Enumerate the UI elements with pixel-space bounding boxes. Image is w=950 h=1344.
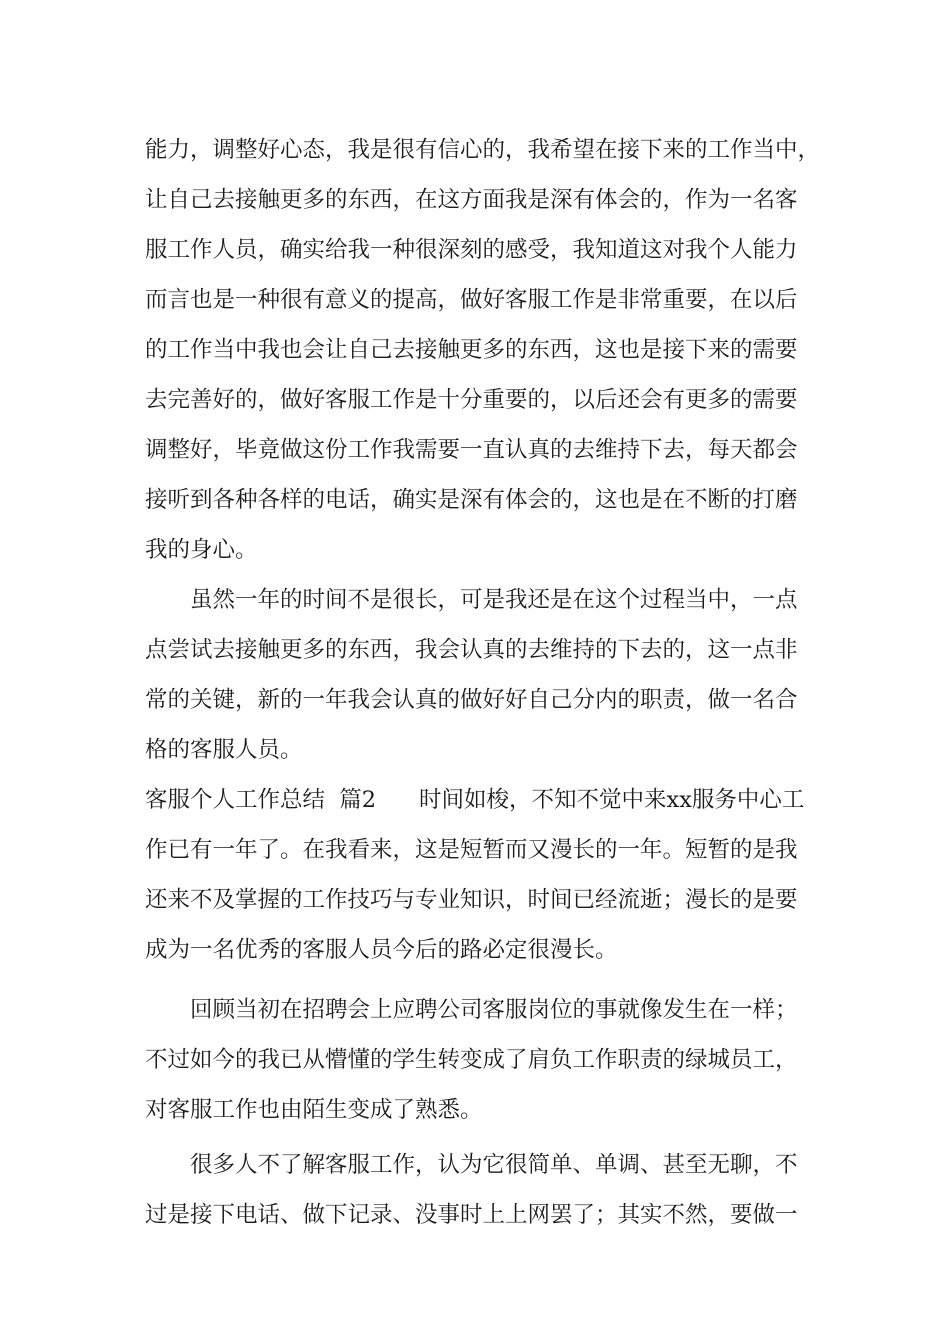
text-line: 去完善好的，做好客服工作是十分重要的，以后还会有更多的需要 [145, 387, 798, 413]
text-line: 还来不及掌握的工作技巧与专业知识，时间已经流逝；漫长的是要 [145, 887, 798, 913]
text-line: 而言也是一种很有意义的提高，做好客服工作是非常重要，在以后 [145, 287, 798, 313]
text-line: 服工作人员，确实给我一种很深刻的感受，我知道这对我个人能力 [145, 237, 798, 263]
paragraph-first-line: 回顾当初在招聘会上应聘公司客服岗位的事就像发生在一样； [190, 997, 798, 1023]
paragraph-first-line: 虽然一年的时间不是很长，可是我还是在这个过程当中，一点 [190, 587, 798, 613]
text-line: 常的关键，新的一年我会认真的做好好自己分内的职责，做一名合 [145, 687, 798, 713]
text-line: 我的身心。 [145, 537, 258, 563]
text-line: 点尝试去接触更多的东西，我会认真的去维持的下去的，这一点非 [145, 637, 798, 663]
section-heading-line: 客服个人工作总结 篇2 时间如梭，不知不觉中来xx服务中心工 [145, 787, 805, 813]
paragraph-first-line: 很多人不了解客服工作，认为它很简单、单调、甚至无聊，不 [190, 1152, 798, 1178]
text-line: 调整好，毕竟做这份工作我需要一直认真的去维持下去，每天都会 [145, 437, 798, 463]
text-line: 的工作当中我也会让自己去接触更多的东西，这也是接下来的需要 [145, 337, 798, 363]
text-line: 让自己去接触更多的东西，在这方面我是深有体会的，作为一名客 [145, 187, 798, 213]
text-line: 作已有一年了。在我看来，这是短暂而又漫长的一年。短暂的是我 [145, 837, 798, 863]
text-line: 成为一名优秀的客服人员今后的路必定很漫长。 [145, 937, 618, 963]
text-line: 能力，调整好心态，我是很有信心的，我希望在接下来的工作当中， [145, 137, 821, 163]
text-line: 接听到各种各样的电话，确实是深有体会的，这也是在不断的打磨 [145, 487, 798, 513]
text-line: 过是接下电话、做下记录、没事时上上网罢了；其实不然，要做一 [145, 1202, 798, 1228]
text-line: 格的客服人员。 [145, 737, 303, 763]
text-line: 对客服工作也由陌生变成了熟悉。 [145, 1097, 483, 1123]
text-line: 不过如今的我已从懵懂的学生转变成了肩负工作职责的绿城员工， [145, 1047, 798, 1073]
